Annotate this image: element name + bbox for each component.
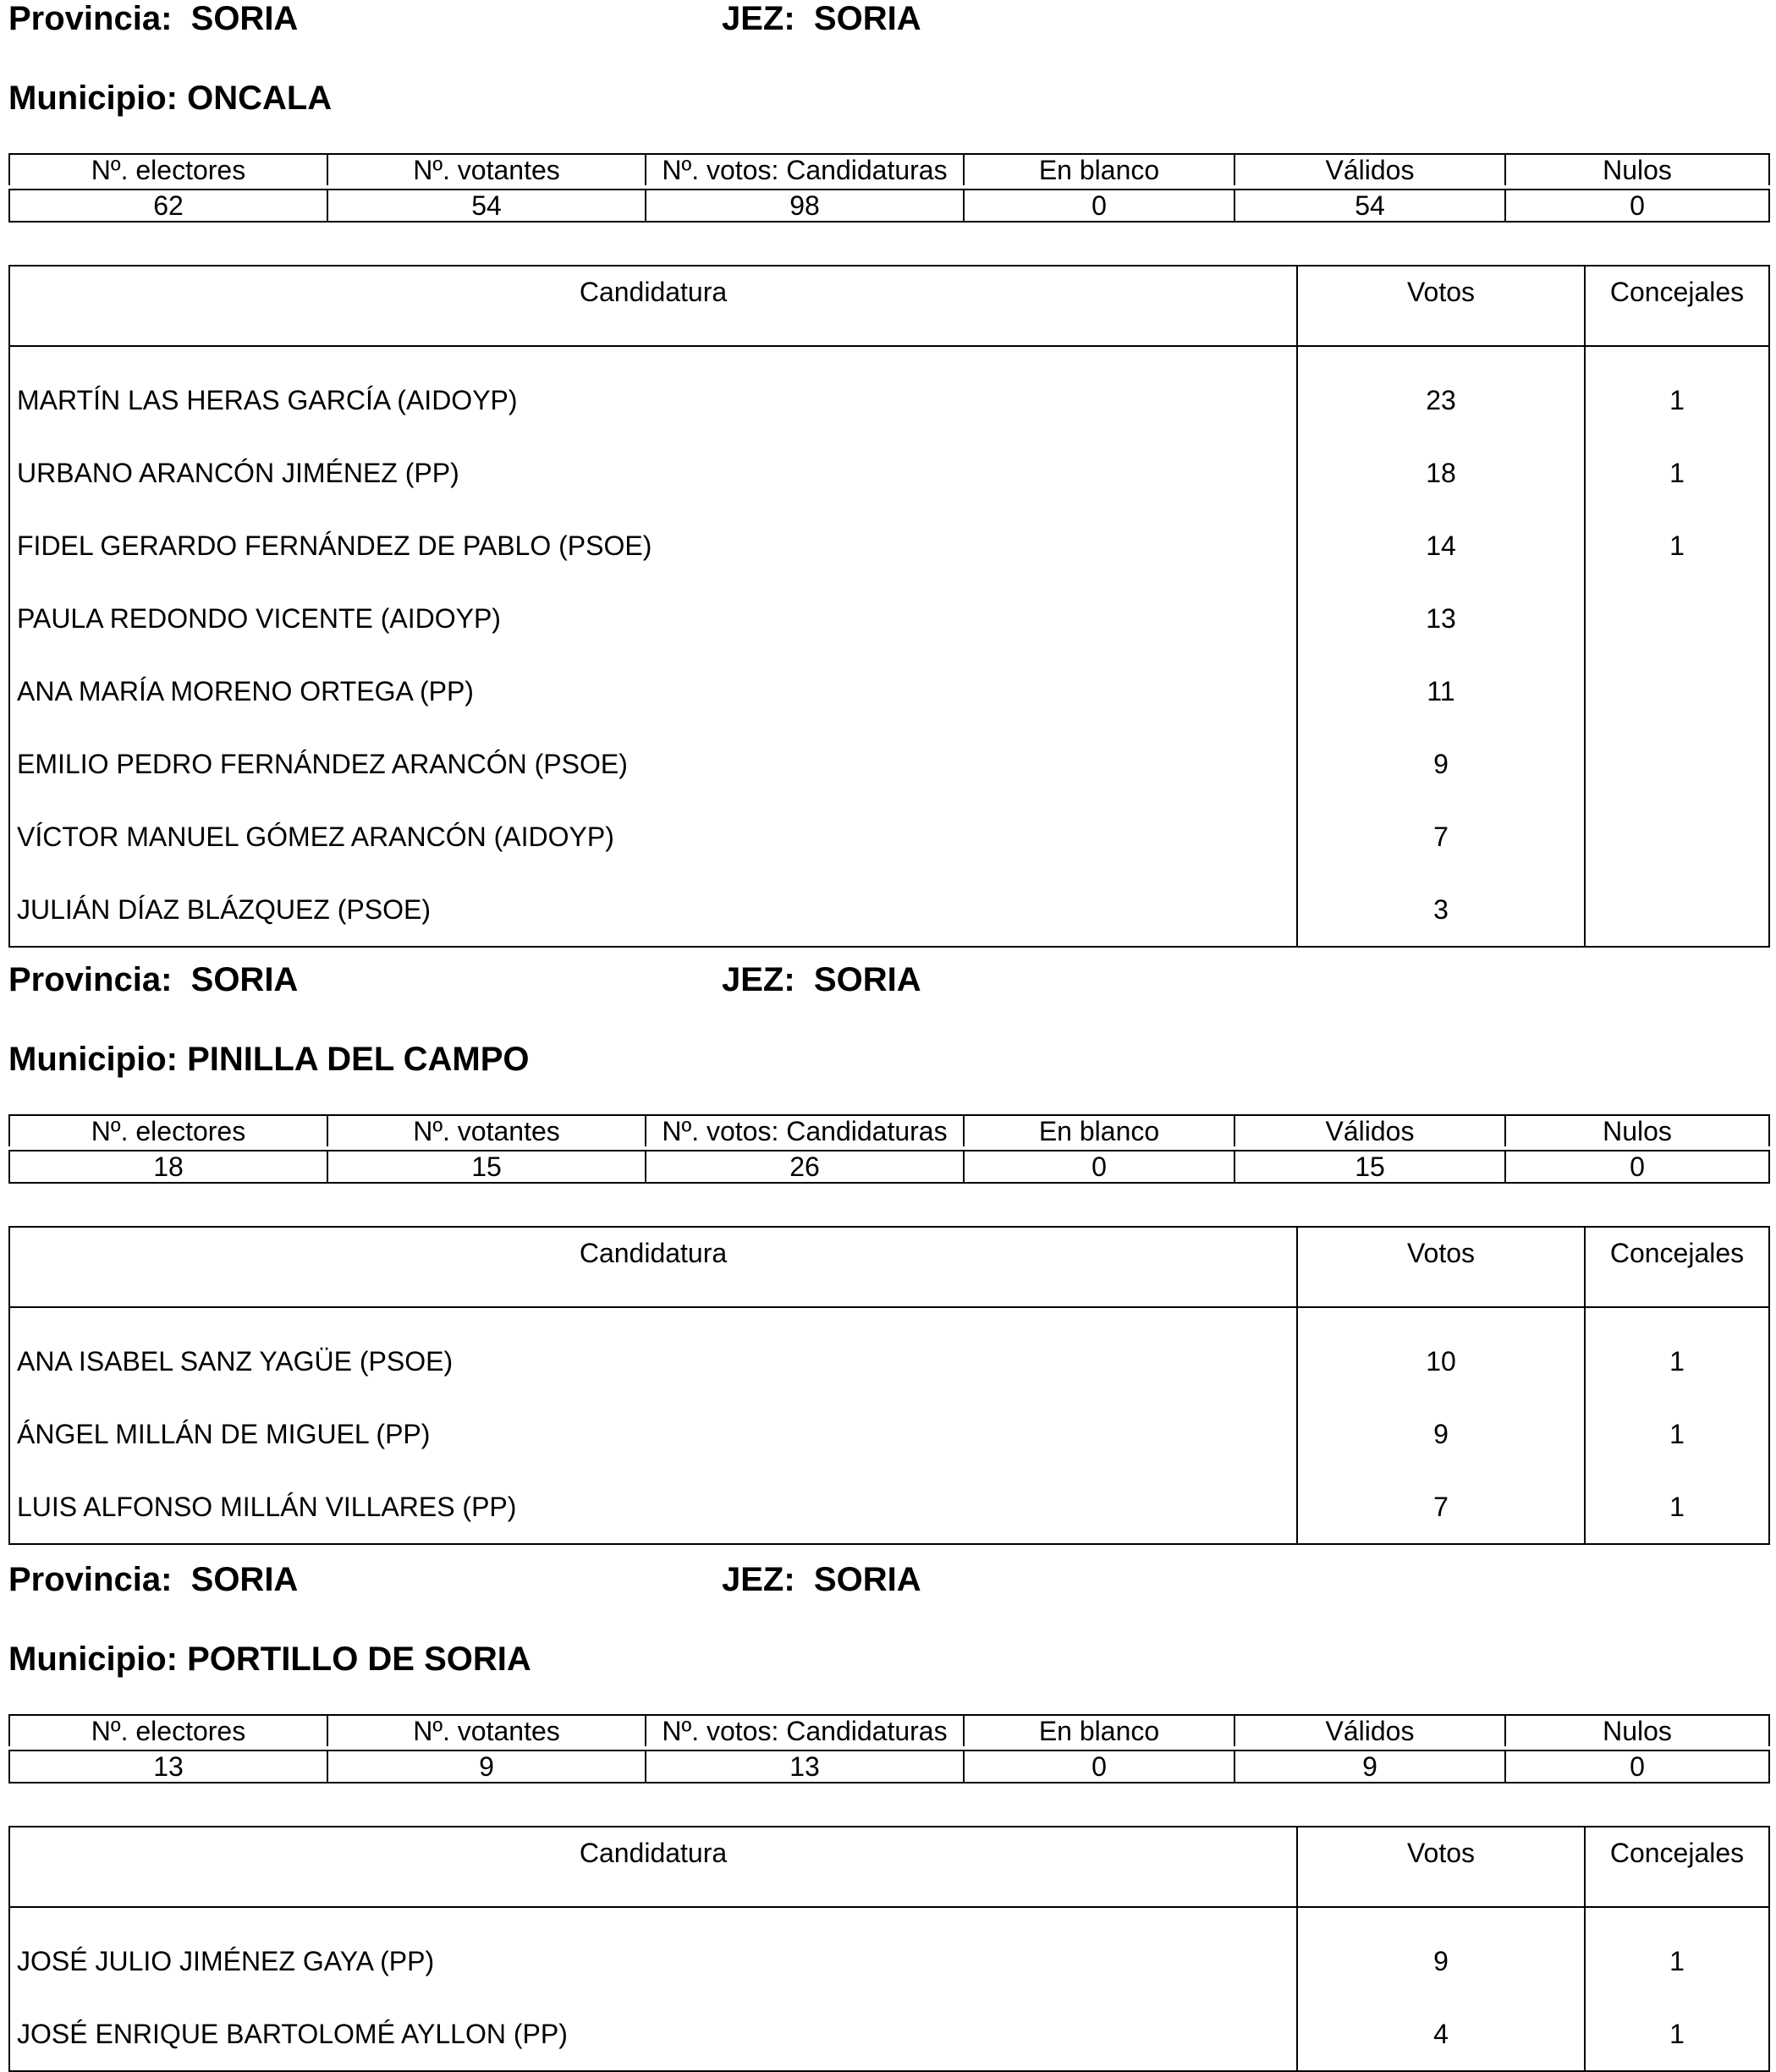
stats-table bbox=[8, 1714, 1770, 1783]
municipio-value: PORTILLO DE SORIA bbox=[187, 1641, 531, 1678]
provincia-heading bbox=[8, 0, 298, 38]
jez-label: JEZ: bbox=[722, 1561, 795, 1598]
candidates-header-votos: Votos bbox=[1297, 266, 1585, 346]
candidate-name: URBANO ARANCÓN JIMÉNEZ (PP) bbox=[9, 437, 1297, 509]
stats-validos: 54 bbox=[1234, 190, 1505, 222]
candidate-votos: 9 bbox=[1297, 728, 1585, 800]
candidate-votos: 9 bbox=[1297, 1907, 1585, 1998]
candidate-votos: 13 bbox=[1297, 582, 1585, 655]
stats-header-electores: Nº. electores bbox=[9, 1115, 327, 1146]
stats-value-row bbox=[9, 1750, 1769, 1783]
stats-header-validos: Válidos bbox=[1234, 1115, 1505, 1146]
municipio-value: ONCALA bbox=[187, 80, 333, 117]
candidate-row bbox=[9, 800, 1769, 873]
municipio-section bbox=[8, 0, 1770, 925]
candidate-concejales: 1 bbox=[1669, 1491, 1685, 1522]
candidate-name: ANA ISABEL SANZ YAGÜE (PSOE) bbox=[9, 1307, 1297, 1398]
candidate-concejales: 1 bbox=[1669, 1345, 1685, 1377]
stats-header-votantes: Nº. votantes bbox=[327, 154, 646, 185]
candidate-row bbox=[9, 728, 1769, 800]
candidate-concejales: 1 bbox=[1669, 530, 1685, 561]
stats-votantes: 15 bbox=[327, 1151, 646, 1183]
jez-label: JEZ: bbox=[722, 0, 795, 37]
stats-validos: 9 bbox=[1234, 1750, 1505, 1783]
stats-en-blanco: 0 bbox=[964, 190, 1234, 222]
candidate-votos: 10 bbox=[1297, 1307, 1585, 1398]
candidates-header-candidatura: Candidatura bbox=[9, 266, 1297, 346]
stats-header-votos-candidaturas: Nº. votos: Candidaturas bbox=[646, 1715, 964, 1746]
candidate-concejales bbox=[1585, 800, 1769, 873]
candidates-header-row bbox=[9, 1827, 1769, 1907]
stats-header-row bbox=[9, 1715, 1769, 1746]
provincia-value: SORIA bbox=[190, 961, 299, 998]
municipio-label: Municipio: bbox=[8, 1041, 178, 1078]
candidate-concejales bbox=[1585, 728, 1769, 800]
candidate-name: ANA MARÍA MORENO ORTEGA (PP) bbox=[9, 655, 1297, 728]
candidate-row bbox=[9, 1907, 1769, 1998]
candidates-header-candidatura: Candidatura bbox=[9, 1227, 1297, 1307]
candidate-name: JOSÉ JULIO JIMÉNEZ GAYA (PP) bbox=[9, 1907, 1297, 1998]
candidates-header-candidatura: Candidatura bbox=[9, 1827, 1297, 1907]
stats-header-row bbox=[9, 1115, 1769, 1146]
jez-value: SORIA bbox=[813, 0, 921, 37]
stats-header-nulos: Nulos bbox=[1505, 1115, 1769, 1146]
municipio-heading bbox=[8, 1641, 531, 1679]
stats-en-blanco: 0 bbox=[964, 1750, 1234, 1783]
stats-value-row bbox=[9, 1151, 1769, 1183]
candidate-concejales: 1 bbox=[1669, 1945, 1685, 1976]
candidate-name: FIDEL GERARDO FERNÁNDEZ DE PABLO (PSOE) bbox=[9, 509, 1297, 582]
stats-header-nulos: Nulos bbox=[1505, 154, 1769, 185]
municipio-label: Municipio: bbox=[8, 80, 178, 117]
jez-value: SORIA bbox=[813, 961, 921, 998]
candidate-name: VÍCTOR MANUEL GÓMEZ ARANCÓN (AIDOYP) bbox=[9, 800, 1297, 873]
candidate-concejales bbox=[1585, 582, 1769, 655]
provincia-label: Provincia: bbox=[8, 1561, 173, 1598]
candidates-table bbox=[8, 1226, 1770, 1545]
stats-nulos: 0 bbox=[1505, 190, 1769, 222]
stats-electores: 18 bbox=[9, 1151, 327, 1183]
stats-votantes: 54 bbox=[327, 190, 646, 222]
stats-header-votantes: Nº. votantes bbox=[327, 1715, 646, 1746]
candidate-name: JULIÁN DÍAZ BLÁZQUEZ (PSOE) bbox=[9, 873, 1297, 947]
municipio-heading bbox=[8, 1041, 530, 1079]
stats-header-en-blanco: En blanco bbox=[964, 1715, 1234, 1746]
candidate-concejales: 1 bbox=[1669, 457, 1685, 488]
stats-en-blanco: 0 bbox=[964, 1151, 1234, 1183]
candidate-row bbox=[9, 1470, 1769, 1544]
candidate-votos: 23 bbox=[1297, 346, 1585, 437]
candidate-row bbox=[9, 346, 1769, 437]
candidate-row bbox=[9, 509, 1769, 582]
candidates-table bbox=[8, 1826, 1770, 2072]
stats-header-validos: Válidos bbox=[1234, 1715, 1505, 1746]
candidate-concejales: 1 bbox=[1669, 2018, 1685, 2049]
candidate-row bbox=[9, 1998, 1769, 2071]
municipio-label: Municipio: bbox=[8, 1641, 178, 1678]
municipio-heading bbox=[8, 80, 332, 118]
candidates-header-concejales: Concejales bbox=[1585, 1227, 1769, 1307]
candidate-name: LUIS ALFONSO MILLÁN VILLARES (PP) bbox=[9, 1470, 1297, 1544]
candidate-votos: 11 bbox=[1297, 655, 1585, 728]
stats-votos-candidaturas: 13 bbox=[646, 1750, 964, 1783]
candidate-row bbox=[9, 1307, 1769, 1398]
provincia-label: Provincia: bbox=[8, 961, 173, 998]
stats-header-nulos: Nulos bbox=[1505, 1715, 1769, 1746]
candidate-votos: 7 bbox=[1297, 800, 1585, 873]
candidate-row bbox=[9, 437, 1769, 509]
provincia-label: Provincia: bbox=[8, 0, 173, 37]
candidate-row bbox=[9, 655, 1769, 728]
candidate-concejales bbox=[1585, 655, 1769, 728]
candidates-table bbox=[8, 265, 1770, 948]
candidate-name: JOSÉ ENRIQUE BARTOLOMÉ AYLLON (PP) bbox=[9, 1998, 1297, 2071]
stats-header-validos: Válidos bbox=[1234, 154, 1505, 185]
candidate-name: PAULA REDONDO VICENTE (AIDOYP) bbox=[9, 582, 1297, 655]
stats-electores: 62 bbox=[9, 190, 327, 222]
stats-table bbox=[8, 1114, 1770, 1184]
jez-value: SORIA bbox=[813, 1561, 921, 1598]
stats-header-en-blanco: En blanco bbox=[964, 1115, 1234, 1146]
stats-nulos: 0 bbox=[1505, 1151, 1769, 1183]
jez-label: JEZ: bbox=[722, 961, 795, 998]
candidate-votos: 3 bbox=[1297, 873, 1585, 947]
stats-validos: 15 bbox=[1234, 1151, 1505, 1183]
candidate-name: MARTÍN LAS HERAS GARCÍA (AIDOYP) bbox=[9, 346, 1297, 437]
candidate-votos: 9 bbox=[1297, 1398, 1585, 1470]
stats-nulos: 0 bbox=[1505, 1750, 1769, 1783]
candidate-concejales: 1 bbox=[1669, 384, 1685, 415]
candidate-row bbox=[9, 873, 1769, 947]
stats-header-electores: Nº. electores bbox=[9, 154, 327, 185]
stats-votos-candidaturas: 98 bbox=[646, 190, 964, 222]
stats-electores: 13 bbox=[9, 1750, 327, 1783]
candidate-concejales: 1 bbox=[1669, 1418, 1685, 1449]
candidate-votos: 18 bbox=[1297, 437, 1585, 509]
provincia-value: SORIA bbox=[190, 1561, 299, 1598]
candidate-name: EMILIO PEDRO FERNÁNDEZ ARANCÓN (PSOE) bbox=[9, 728, 1297, 800]
candidates-header-votos: Votos bbox=[1297, 1827, 1585, 1907]
stats-header-row bbox=[9, 154, 1769, 185]
stats-votos-candidaturas: 26 bbox=[646, 1151, 964, 1183]
provincia-value: SORIA bbox=[190, 0, 299, 37]
municipio-section bbox=[8, 961, 1770, 1522]
stats-table bbox=[8, 153, 1770, 223]
stats-header-votantes: Nº. votantes bbox=[327, 1115, 646, 1146]
candidates-header-row bbox=[9, 1227, 1769, 1307]
stats-header-votos-candidaturas: Nº. votos: Candidaturas bbox=[646, 1115, 964, 1146]
candidate-concejales bbox=[1585, 873, 1769, 947]
municipio-section bbox=[8, 1561, 1770, 2049]
stats-header-votos-candidaturas: Nº. votos: Candidaturas bbox=[646, 154, 964, 185]
stats-header-electores: Nº. electores bbox=[9, 1715, 327, 1746]
candidates-header-row bbox=[9, 266, 1769, 346]
candidate-name: ÁNGEL MILLÁN DE MIGUEL (PP) bbox=[9, 1398, 1297, 1470]
stats-votantes: 9 bbox=[327, 1750, 646, 1783]
candidates-header-concejales: Concejales bbox=[1585, 266, 1769, 346]
jez-heading bbox=[722, 961, 921, 999]
candidate-row bbox=[9, 1398, 1769, 1470]
jez-heading bbox=[722, 0, 921, 38]
candidates-header-concejales: Concejales bbox=[1585, 1827, 1769, 1907]
municipio-value: PINILLA DEL CAMPO bbox=[187, 1041, 530, 1078]
candidate-votos: 14 bbox=[1297, 509, 1585, 582]
provincia-heading bbox=[8, 961, 298, 999]
provincia-heading bbox=[8, 1561, 298, 1599]
stats-value-row bbox=[9, 190, 1769, 222]
candidate-votos: 7 bbox=[1297, 1470, 1585, 1544]
candidate-row bbox=[9, 582, 1769, 655]
stats-header-en-blanco: En blanco bbox=[964, 154, 1234, 185]
candidates-header-votos: Votos bbox=[1297, 1227, 1585, 1307]
candidate-votos: 4 bbox=[1297, 1998, 1585, 2071]
jez-heading bbox=[722, 1561, 921, 1599]
